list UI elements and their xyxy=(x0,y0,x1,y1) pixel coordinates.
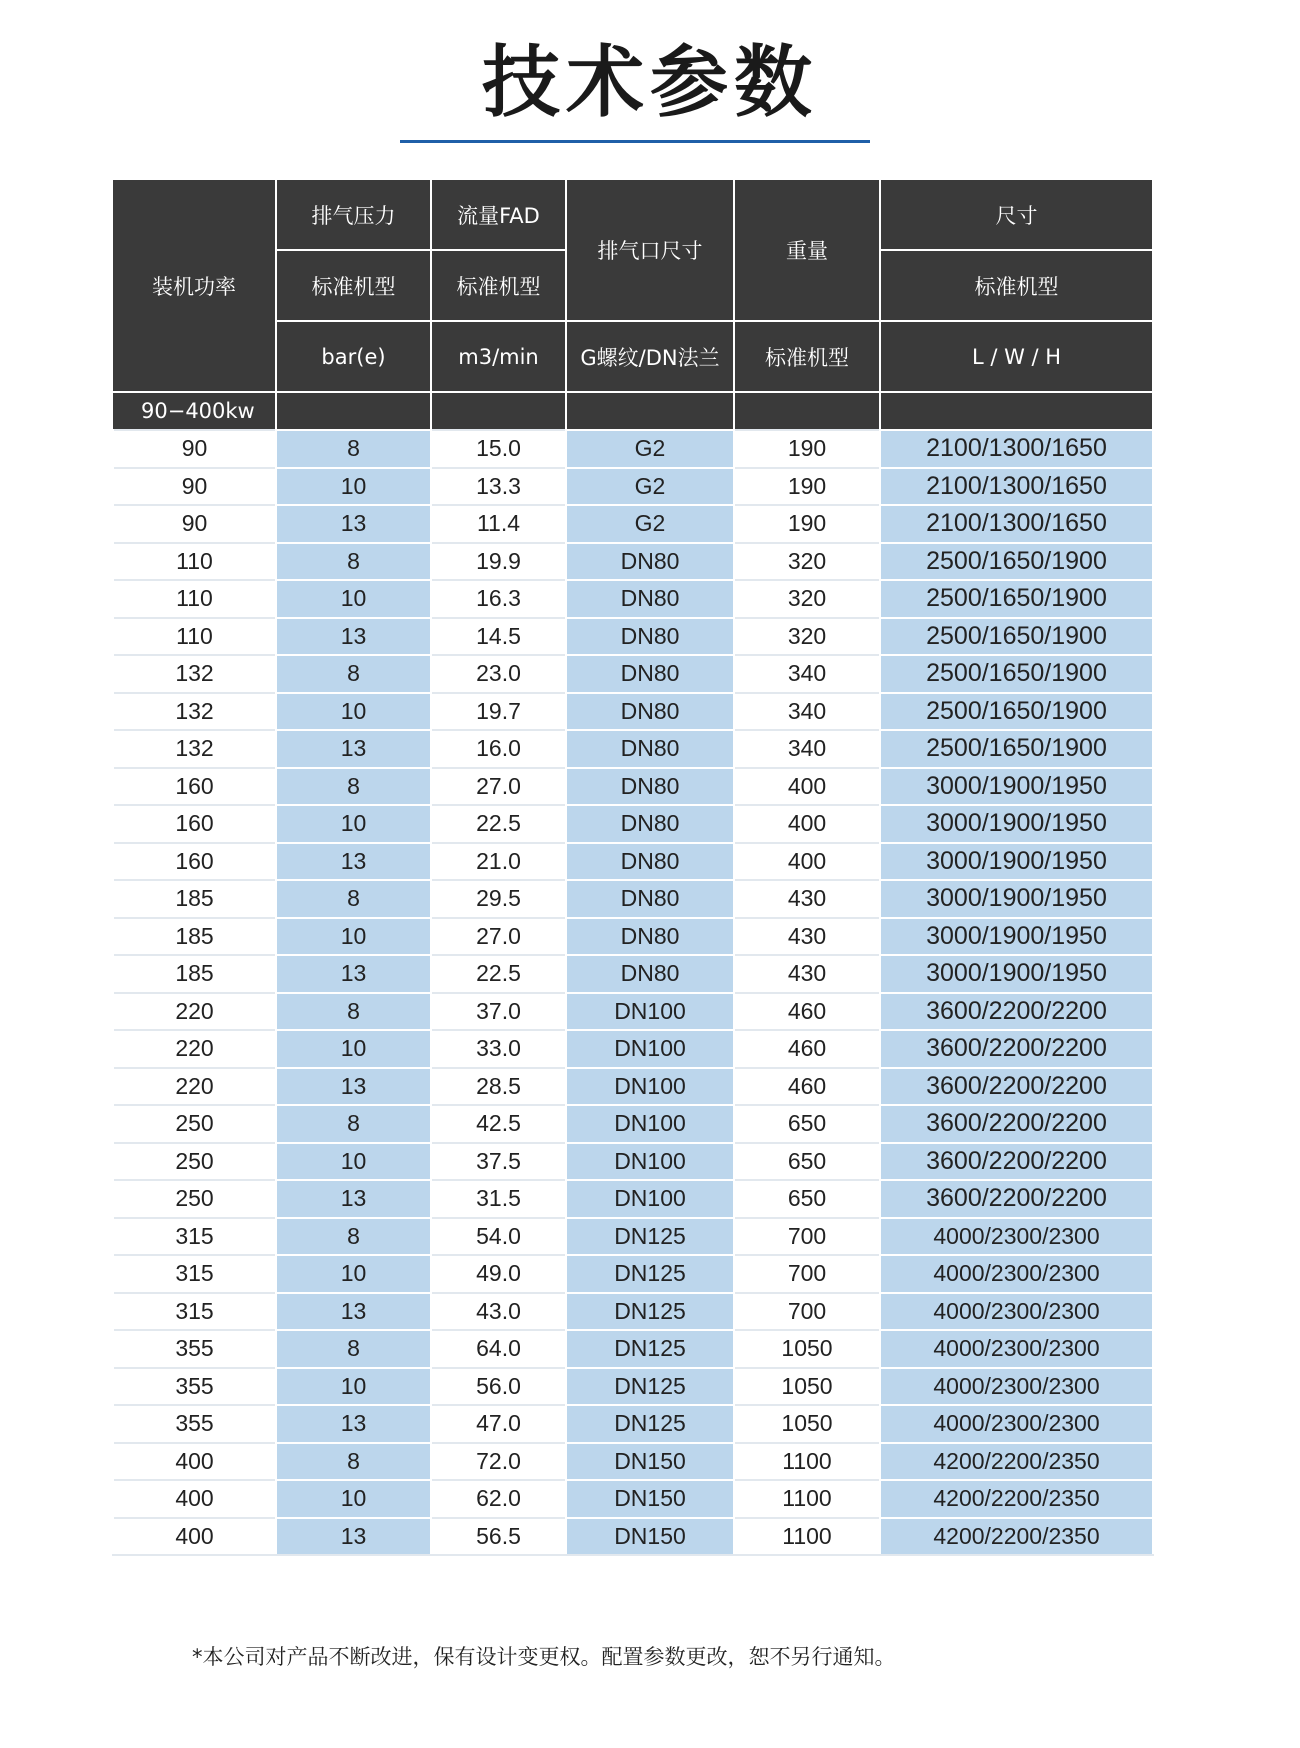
weight-cell: 650 xyxy=(734,1105,880,1143)
table-row xyxy=(113,1480,1153,1518)
flow-cell: 64.0 xyxy=(431,1330,566,1368)
header-flow: 流量FAD xyxy=(431,179,566,250)
outlet-cell: DN80 xyxy=(566,543,734,581)
power-cell: 110 xyxy=(113,580,276,618)
table-row xyxy=(113,618,1153,656)
pressure-cell: 8 xyxy=(276,1105,431,1143)
pressure-cell: 8 xyxy=(276,993,431,1031)
size-cell: 4000/2300/2300 xyxy=(880,1405,1153,1443)
power-cell: 250 xyxy=(113,1143,276,1181)
pressure-cell: 10 xyxy=(276,1368,431,1406)
table-row xyxy=(113,1180,1153,1218)
weight-cell: 460 xyxy=(734,1068,880,1106)
table-row xyxy=(113,768,1153,806)
weight-cell: 460 xyxy=(734,993,880,1031)
pressure-cell: 13 xyxy=(276,730,431,768)
flow-cell: 42.5 xyxy=(431,1105,566,1143)
weight-cell: 1050 xyxy=(734,1330,880,1368)
pressure-cell: 13 xyxy=(276,505,431,543)
size-cell: 4000/2300/2300 xyxy=(880,1293,1153,1331)
outlet-cell: G2 xyxy=(566,468,734,506)
spec-table-group xyxy=(113,392,1153,430)
header-weight: 重量 xyxy=(734,179,880,321)
power-cell: 132 xyxy=(113,655,276,693)
outlet-cell: DN150 xyxy=(566,1480,734,1518)
flow-cell: 27.0 xyxy=(431,918,566,956)
power-cell: 160 xyxy=(113,768,276,806)
outlet-cell: G2 xyxy=(566,430,734,468)
flow-cell: 31.5 xyxy=(431,1180,566,1218)
pressure-cell: 8 xyxy=(276,768,431,806)
power-cell: 355 xyxy=(113,1368,276,1406)
outlet-cell: DN100 xyxy=(566,1068,734,1106)
header-flow-sub: 标准机型 xyxy=(431,250,566,321)
power-cell: 400 xyxy=(113,1480,276,1518)
pressure-cell: 10 xyxy=(276,918,431,956)
weight-cell: 320 xyxy=(734,580,880,618)
weight-cell: 700 xyxy=(734,1293,880,1331)
table-row xyxy=(113,1030,1153,1068)
flow-cell: 22.5 xyxy=(431,805,566,843)
power-cell: 400 xyxy=(113,1518,276,1556)
spec-table-body xyxy=(113,430,1153,1555)
pressure-cell: 10 xyxy=(276,1143,431,1181)
weight-cell: 1100 xyxy=(734,1443,880,1481)
power-cell: 132 xyxy=(113,693,276,731)
outlet-cell: DN80 xyxy=(566,618,734,656)
pressure-cell: 13 xyxy=(276,843,431,881)
size-cell: 4000/2300/2300 xyxy=(880,1255,1153,1293)
power-cell: 110 xyxy=(113,543,276,581)
outlet-cell: DN150 xyxy=(566,1518,734,1556)
pressure-cell: 10 xyxy=(276,693,431,731)
size-cell: 2500/1650/1900 xyxy=(880,655,1153,693)
weight-cell: 650 xyxy=(734,1143,880,1181)
table-row xyxy=(113,1255,1153,1293)
flow-cell: 21.0 xyxy=(431,843,566,881)
weight-cell: 700 xyxy=(734,1255,880,1293)
weight-cell: 400 xyxy=(734,805,880,843)
power-cell: 355 xyxy=(113,1405,276,1443)
flow-cell: 62.0 xyxy=(431,1480,566,1518)
table-row xyxy=(113,655,1153,693)
weight-cell: 430 xyxy=(734,918,880,956)
pressure-cell: 8 xyxy=(276,1218,431,1256)
outlet-cell: DN80 xyxy=(566,730,734,768)
power-cell: 185 xyxy=(113,880,276,918)
footnote: *本公司对产品不断改进，保有设计变更权。配置参数更改，恕不另行通知。 xyxy=(192,1645,896,1669)
outlet-cell: DN100 xyxy=(566,1180,734,1218)
size-cell: 3600/2200/2200 xyxy=(880,1030,1153,1068)
group-row xyxy=(113,392,1153,430)
power-cell: 250 xyxy=(113,1105,276,1143)
flow-cell: 43.0 xyxy=(431,1293,566,1331)
table-row xyxy=(113,993,1153,1031)
table-row xyxy=(113,1368,1153,1406)
flow-cell: 37.5 xyxy=(431,1143,566,1181)
header-flow-unit: m3/min xyxy=(431,321,566,392)
table-row xyxy=(113,1143,1153,1181)
weight-cell: 320 xyxy=(734,543,880,581)
pressure-cell: 13 xyxy=(276,1068,431,1106)
size-cell: 2500/1650/1900 xyxy=(880,730,1153,768)
table-row xyxy=(113,543,1153,581)
weight-cell: 430 xyxy=(734,955,880,993)
weight-cell: 1050 xyxy=(734,1368,880,1406)
table-row xyxy=(113,805,1153,843)
power-cell: 160 xyxy=(113,843,276,881)
outlet-cell: DN150 xyxy=(566,1443,734,1481)
pressure-cell: 10 xyxy=(276,580,431,618)
pressure-cell: 10 xyxy=(276,468,431,506)
table-row xyxy=(113,1443,1153,1481)
header-outlet: 排气口尺寸 xyxy=(566,179,734,321)
header-pressure: 排气压力 xyxy=(276,179,431,250)
pressure-cell: 13 xyxy=(276,618,431,656)
pressure-cell: 10 xyxy=(276,1030,431,1068)
pressure-cell: 13 xyxy=(276,955,431,993)
power-cell: 110 xyxy=(113,618,276,656)
table-row xyxy=(113,430,1153,468)
weight-cell: 460 xyxy=(734,1030,880,1068)
size-cell: 3000/1900/1950 xyxy=(880,918,1153,956)
power-cell: 90 xyxy=(113,505,276,543)
size-cell: 2500/1650/1900 xyxy=(880,618,1153,656)
pressure-cell: 8 xyxy=(276,880,431,918)
flow-cell: 23.0 xyxy=(431,655,566,693)
size-cell: 4000/2300/2300 xyxy=(880,1368,1153,1406)
weight-cell: 340 xyxy=(734,730,880,768)
flow-cell: 47.0 xyxy=(431,1405,566,1443)
group-cell xyxy=(566,392,734,430)
weight-cell: 340 xyxy=(734,693,880,731)
weight-cell: 430 xyxy=(734,880,880,918)
pressure-cell: 10 xyxy=(276,1255,431,1293)
table-row xyxy=(113,1218,1153,1256)
size-cell: 4000/2300/2300 xyxy=(880,1330,1153,1368)
outlet-cell: DN100 xyxy=(566,1143,734,1181)
weight-cell: 1100 xyxy=(734,1480,880,1518)
pressure-cell: 8 xyxy=(276,430,431,468)
pressure-cell: 10 xyxy=(276,805,431,843)
size-cell: 3600/2200/2200 xyxy=(880,1180,1153,1218)
weight-cell: 320 xyxy=(734,618,880,656)
power-cell: 250 xyxy=(113,1180,276,1218)
pressure-cell: 8 xyxy=(276,1443,431,1481)
title-underline xyxy=(400,140,870,143)
power-cell: 400 xyxy=(113,1443,276,1481)
power-cell: 220 xyxy=(113,1068,276,1106)
weight-cell: 700 xyxy=(734,1218,880,1256)
flow-cell: 54.0 xyxy=(431,1218,566,1256)
flow-cell: 22.5 xyxy=(431,955,566,993)
table-row xyxy=(113,580,1153,618)
outlet-cell: DN80 xyxy=(566,768,734,806)
power-cell: 185 xyxy=(113,955,276,993)
pressure-cell: 8 xyxy=(276,543,431,581)
size-cell: 2100/1300/1650 xyxy=(880,505,1153,543)
power-cell: 315 xyxy=(113,1255,276,1293)
page-title: 技术参数 xyxy=(481,38,818,128)
size-cell: 4200/2200/2350 xyxy=(880,1443,1153,1481)
power-cell: 220 xyxy=(113,1030,276,1068)
pressure-cell: 13 xyxy=(276,1180,431,1218)
size-cell: 3000/1900/1950 xyxy=(880,880,1153,918)
weight-cell: 340 xyxy=(734,655,880,693)
outlet-cell: DN80 xyxy=(566,655,734,693)
outlet-cell: DN100 xyxy=(566,993,734,1031)
power-cell: 160 xyxy=(113,805,276,843)
group-cell xyxy=(880,392,1153,430)
table-row xyxy=(113,1405,1153,1443)
size-cell: 3000/1900/1950 xyxy=(880,843,1153,881)
power-cell: 355 xyxy=(113,1330,276,1368)
size-cell: 2500/1650/1900 xyxy=(880,543,1153,581)
weight-cell: 1050 xyxy=(734,1405,880,1443)
outlet-cell: G2 xyxy=(566,505,734,543)
header-weight-sub: 标准机型 xyxy=(734,321,880,392)
flow-cell: 49.0 xyxy=(431,1255,566,1293)
size-cell: 4200/2200/2350 xyxy=(880,1518,1153,1556)
size-cell: 2500/1650/1900 xyxy=(880,693,1153,731)
weight-cell: 1100 xyxy=(734,1518,880,1556)
flow-cell: 27.0 xyxy=(431,768,566,806)
table-row xyxy=(113,1068,1153,1106)
group-cell xyxy=(734,392,880,430)
table-row xyxy=(113,1105,1153,1143)
outlet-cell: DN125 xyxy=(566,1368,734,1406)
table-row xyxy=(113,730,1153,768)
table-row xyxy=(113,693,1153,731)
weight-cell: 650 xyxy=(734,1180,880,1218)
pressure-cell: 13 xyxy=(276,1293,431,1331)
power-cell: 185 xyxy=(113,918,276,956)
outlet-cell: DN100 xyxy=(566,1030,734,1068)
header-size-sub: 标准机型 xyxy=(880,250,1153,321)
flow-cell: 72.0 xyxy=(431,1443,566,1481)
outlet-cell: DN80 xyxy=(566,580,734,618)
weight-cell: 190 xyxy=(734,468,880,506)
pressure-cell: 8 xyxy=(276,1330,431,1368)
flow-cell: 56.5 xyxy=(431,1518,566,1556)
flow-cell: 11.4 xyxy=(431,505,566,543)
header-size: 尺寸 xyxy=(880,179,1153,250)
spec-table-header xyxy=(113,179,1153,392)
size-cell: 3000/1900/1950 xyxy=(880,955,1153,993)
header-size-unit: L / W / H xyxy=(880,321,1153,392)
header-pressure-unit: bar(e) xyxy=(276,321,431,392)
outlet-cell: DN125 xyxy=(566,1330,734,1368)
power-cell: 90 xyxy=(113,430,276,468)
size-cell: 3600/2200/2200 xyxy=(880,993,1153,1031)
flow-cell: 19.9 xyxy=(431,543,566,581)
power-cell: 220 xyxy=(113,993,276,1031)
header-pressure-sub: 标准机型 xyxy=(276,250,431,321)
group-label: 90−400kw xyxy=(113,392,276,430)
outlet-cell: DN80 xyxy=(566,955,734,993)
weight-cell: 400 xyxy=(734,843,880,881)
flow-cell: 16.3 xyxy=(431,580,566,618)
power-cell: 90 xyxy=(113,468,276,506)
flow-cell: 29.5 xyxy=(431,880,566,918)
outlet-cell: DN125 xyxy=(566,1218,734,1256)
weight-cell: 190 xyxy=(734,505,880,543)
table-row xyxy=(113,468,1153,506)
outlet-cell: DN80 xyxy=(566,805,734,843)
table-row xyxy=(113,880,1153,918)
power-cell: 315 xyxy=(113,1293,276,1331)
table-row xyxy=(113,505,1153,543)
flow-cell: 28.5 xyxy=(431,1068,566,1106)
outlet-cell: DN125 xyxy=(566,1255,734,1293)
size-cell: 2100/1300/1650 xyxy=(880,468,1153,506)
outlet-cell: DN100 xyxy=(566,1105,734,1143)
table-row xyxy=(113,918,1153,956)
outlet-cell: DN125 xyxy=(566,1405,734,1443)
flow-cell: 15.0 xyxy=(431,430,566,468)
spec-table xyxy=(112,178,1154,1556)
table-row xyxy=(113,1330,1153,1368)
flow-cell: 33.0 xyxy=(431,1030,566,1068)
size-cell: 4200/2200/2350 xyxy=(880,1480,1153,1518)
group-cell xyxy=(431,392,566,430)
pressure-cell: 8 xyxy=(276,655,431,693)
size-cell: 3000/1900/1950 xyxy=(880,805,1153,843)
size-cell: 4000/2300/2300 xyxy=(880,1218,1153,1256)
pressure-cell: 10 xyxy=(276,1480,431,1518)
table-row xyxy=(113,1518,1153,1556)
size-cell: 2100/1300/1650 xyxy=(880,430,1153,468)
flow-cell: 16.0 xyxy=(431,730,566,768)
table-row xyxy=(113,955,1153,993)
flow-cell: 13.3 xyxy=(431,468,566,506)
pressure-cell: 13 xyxy=(276,1518,431,1556)
power-cell: 315 xyxy=(113,1218,276,1256)
flow-cell: 14.5 xyxy=(431,618,566,656)
table-row xyxy=(113,1293,1153,1331)
size-cell: 3600/2200/2200 xyxy=(880,1105,1153,1143)
flow-cell: 19.7 xyxy=(431,693,566,731)
outlet-cell: DN80 xyxy=(566,843,734,881)
power-cell: 132 xyxy=(113,730,276,768)
outlet-cell: DN80 xyxy=(566,880,734,918)
flow-cell: 56.0 xyxy=(431,1368,566,1406)
size-cell: 3600/2200/2200 xyxy=(880,1143,1153,1181)
outlet-cell: DN80 xyxy=(566,918,734,956)
weight-cell: 400 xyxy=(734,768,880,806)
size-cell: 3000/1900/1950 xyxy=(880,768,1153,806)
size-cell: 3600/2200/2200 xyxy=(880,1068,1153,1106)
weight-cell: 190 xyxy=(734,430,880,468)
pressure-cell: 13 xyxy=(276,1405,431,1443)
header-outlet-unit: G螺纹/DN法兰 xyxy=(566,321,734,392)
header-power: 装机功率 xyxy=(113,179,276,392)
group-cell xyxy=(276,392,431,430)
table-row xyxy=(113,843,1153,881)
size-cell: 2500/1650/1900 xyxy=(880,580,1153,618)
flow-cell: 37.0 xyxy=(431,993,566,1031)
outlet-cell: DN80 xyxy=(566,693,734,731)
outlet-cell: DN125 xyxy=(566,1293,734,1331)
